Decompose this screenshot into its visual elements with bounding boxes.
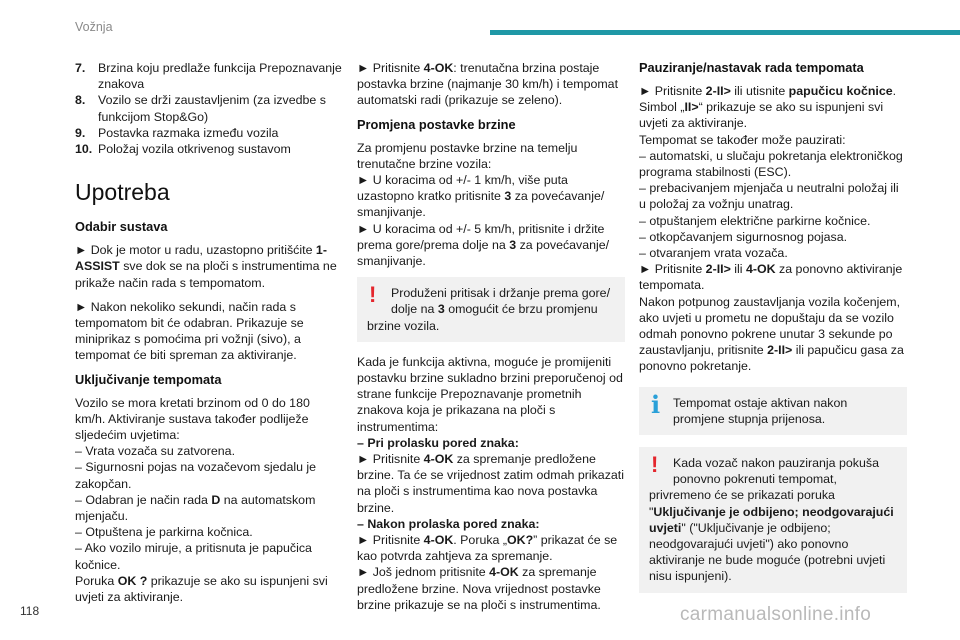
item-text: Vozilo se drži zaustavljenim (za izvedbe s funkcijom Stop&Go) bbox=[98, 93, 326, 124]
warning-icon: ! bbox=[651, 452, 659, 478]
list-heading: – Pri prolasku pored znaka: bbox=[357, 435, 519, 450]
paragraph: Simbol „II>“ prikazuje se ako su ispunjeni svi uvjeti za aktiviranje. bbox=[639, 100, 884, 131]
note-text: privremeno će se prikazati poruka "Uključivanje je odbijeno; neodgovarajući uvjeti" ("Uključivanje je odbijeno; neodgovarajući uvjeti") ako ponovno aktiviranje ne bude moguće (potrebni uvjeti nisu ispunjeni). bbox=[649, 488, 894, 584]
condition-item: – otvaranjem vrata vozača. bbox=[639, 246, 788, 261]
watermark: carmanualsonline.info bbox=[680, 604, 872, 625]
condition-item: – prebacivanjem mjenjača u neutralni položaj ili u položaj za vožnju unatrag. bbox=[639, 181, 899, 212]
section-title: Vožnja bbox=[75, 20, 113, 34]
subheading-speed-setting: Promjena postavke brzine bbox=[357, 116, 516, 132]
condition-item: – Otpuštena je parkirna kočnica. bbox=[75, 525, 253, 540]
condition-item: – Vrata vozača su zatvorena. bbox=[75, 444, 236, 459]
paragraph: ► U koracima od +/- 5 km/h, pritisnite i držite prema gore/prema dolje na 3 za povećavanje/ smanjivanje. bbox=[357, 221, 610, 269]
paragraph: Vozilo se mora kretati brzinom od 0 do 180 km/h. Aktiviranje sustava također podliježe sljedećim uvjetima: bbox=[75, 395, 310, 443]
info-note bbox=[639, 387, 907, 435]
paragraph: ► Pritisnite 4-OK. Poruka „OK?” prikazat će se kao potvrda zahtjeva za spremanje. bbox=[357, 533, 618, 564]
paragraph: Kada je funkcija aktivna, moguće je promijeniti postavku brzine sukladno brzini preporučenoj od strane funkcije Prepoznavanje prometnih znakova koja je prikazana na ploči s instrumentima: bbox=[357, 354, 623, 434]
paragraph: ► Dok je motor u radu, uzastopno pritišćite 1-ASSIST sve dok se na ploči s instrumentima ne prikaže način rada s tempomatom. bbox=[75, 243, 337, 290]
section-heading: Upotreba bbox=[75, 179, 170, 206]
list-item bbox=[75, 141, 343, 157]
paragraph: Tempomat se također može pauzirati: bbox=[639, 132, 846, 147]
note-text: brzine vozila. bbox=[367, 318, 440, 333]
item-number: 10. bbox=[75, 142, 93, 157]
header-accent-bar bbox=[490, 30, 960, 35]
condition-item: – Ako vozilo miruje, a pritisnuta je papučica kočnice. bbox=[75, 541, 312, 572]
column-3 bbox=[639, 60, 907, 605]
condition-item: – Sigurnosni pojas na vozačevom sjedalu je zakopčan. bbox=[75, 460, 317, 491]
info-icon: i bbox=[651, 389, 661, 419]
item-text: Postavka razmaka između vozila bbox=[98, 125, 279, 140]
paragraph: Nakon potpunog zaustavljanja vozila kočenjem, ako uvjeti u prometu ne dopuštaju da se vozilo odmah ponovno pokrene unutar 3 sekunde po zaustavljanju, pritisnite 2-II> ili papučicu gasa za ponovno pokretanje. bbox=[639, 294, 904, 374]
list-item bbox=[75, 60, 343, 92]
condition-item: – automatski, u slučaju pokretanja elektroničkog programa stabilnosti (ESC). bbox=[639, 148, 903, 180]
paragraph: ► Pritisnite 2-II> ili 4-OK za ponovno aktiviranje tempomata. bbox=[639, 262, 903, 293]
note-text: Produženi pritisak i držanje prema gore/ dolje na 3 omogućit će brzu promjenu bbox=[391, 286, 611, 317]
paragraph: ► U koracima od +/- 1 km/h, više puta uzastopno kratko pritisnite 3 za povećavanje/ smanjivanje. bbox=[357, 173, 605, 220]
item-number: 8. bbox=[75, 93, 86, 108]
condition-item: – Odabran je način rada D na automatskom mjenjaču. bbox=[75, 492, 316, 524]
list-item bbox=[75, 92, 343, 124]
warning-note bbox=[357, 277, 625, 342]
paragraph: Poruka OK ? prikazuje se ako su ispunjeni svi uvjeti za aktiviranje. bbox=[75, 573, 328, 605]
item-text: Položaj vozila otkrivenog sustavom bbox=[98, 142, 291, 157]
warning-note bbox=[639, 447, 907, 593]
paragraph: ► Još jednom pritisnite 4-OK za spremanje predložene brzine. Nova vrijednost postavke brzine prikazuje se na ploči s instrumentima. bbox=[357, 565, 601, 612]
column-1 bbox=[75, 60, 343, 605]
paragraph: ► Pritisnite 4-OK: trenutačna brzina postaje postavka brzine (najmanje 30 km/h) i tempomat automatski radi (prikazuje se zeleno). bbox=[357, 61, 619, 108]
item-number: 7. bbox=[75, 61, 86, 75]
paragraph: ► Nakon nekoliko sekundi, način rada s tempomatom bit će odabran. Prikazuje se miniprikaz s pomoćima pri vožnji (sivo), a tempomat će biti spreman za aktiviranje. bbox=[75, 299, 304, 363]
note-text: Tempomat ostaje aktivan nakon promjene stupnja prijenosa. bbox=[673, 395, 848, 426]
subheading-system-selection: Odabir sustava bbox=[75, 219, 168, 235]
paragraph: Za promjenu postavke brzine na temelju trenutačne brzine vozila: bbox=[357, 140, 578, 171]
subheading-activation: Uključivanje tempomata bbox=[75, 371, 222, 387]
paragraph: ► Pritisnite 4-OK za spremanje predložene brzine. Ta će se vrijednost zatim odmah prikazati na ploči s instrumentima kao nova postavka brzine. bbox=[357, 452, 624, 515]
list-heading: – Nakon prolaska pored znaka: bbox=[357, 516, 540, 531]
column-2 bbox=[357, 60, 625, 613]
condition-item: – otpuštanjem električne parkirne kočnice. bbox=[639, 213, 871, 228]
condition-item: – otkopčavanjem sigurnosnog pojasa. bbox=[639, 229, 848, 244]
warning-icon: ! bbox=[369, 282, 377, 308]
item-text: Brzina koju predlaže funkcija Prepoznavanje znakova bbox=[98, 61, 342, 92]
page-number: 118 bbox=[20, 604, 40, 618]
item-number: 9. bbox=[75, 125, 86, 140]
paragraph: ► Pritisnite 2-II> ili utisnite papučicu kočnice. bbox=[639, 84, 897, 98]
note-text: Kada vozač nakon pauziranja pokuša ponovno pokrenuti tempomat, bbox=[673, 456, 879, 487]
list-item bbox=[75, 125, 343, 141]
subheading-pause-resume: Pauziranje/nastavak rada tempomata bbox=[639, 60, 864, 75]
legend-list bbox=[75, 60, 343, 157]
